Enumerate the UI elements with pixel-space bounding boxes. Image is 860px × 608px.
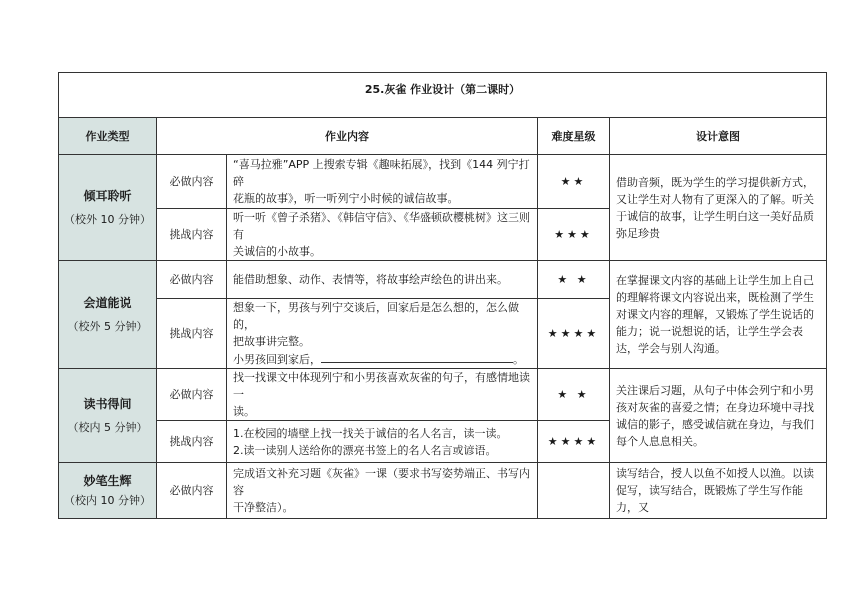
blank-prefix: 小男孩回到家后，	[233, 353, 321, 366]
category-name: 倾耳聆听	[83, 188, 132, 203]
difficulty-stars: ★★★★	[538, 421, 610, 463]
content-line: 花瓶的故事》，听一听列宁小时候的诚信故事。	[233, 192, 459, 205]
difficulty-stars: ★★	[538, 155, 610, 209]
category-name: 妙笔生辉	[83, 473, 132, 488]
content-line: 读。	[233, 405, 255, 418]
category-cell	[59, 261, 157, 369]
intent-cell: 读写结合，授人以鱼不如授人以渔。以读促写，读写结合，既锻炼了学生写作能力，又	[610, 463, 827, 519]
header-difficulty: 难度星级	[538, 118, 610, 155]
header-row	[59, 118, 827, 155]
table-row	[59, 261, 827, 299]
content-cell	[227, 421, 538, 463]
content-line: “喜马拉雅”APP 上搜索专辑《趣味拓展》，找到《144 列宁打碎	[233, 158, 530, 188]
header-content: 作业内容	[157, 118, 538, 155]
homework-design-table	[58, 72, 827, 519]
category-name: 会道能说	[83, 295, 132, 310]
intent-cell: 关注课后习题，从句子中体会列宁和小男孩对灰雀的喜爱之情；在身边环境中寻找诚信的影子，感受诚信就在身边，与我们每个人息息相关。	[610, 369, 827, 463]
category-time: （校内 10 分钟）	[64, 493, 151, 507]
category-time: （校内 5 分钟）	[67, 420, 148, 434]
content-line: 干净整洁）。	[233, 501, 294, 514]
table-row	[59, 155, 827, 209]
kind-required: 必做内容	[157, 155, 227, 209]
blank-suffix: 。	[513, 353, 524, 366]
category-time: （校外 5 分钟）	[67, 319, 148, 333]
kind-challenge: 挑战内容	[157, 299, 227, 369]
category-cell	[59, 463, 157, 519]
kind-challenge: 挑战内容	[157, 209, 227, 261]
content-line: 听一听《曾子杀猪》、《韩信守信》、《华盛顿砍樱桃树》这三则有	[233, 211, 530, 241]
content-cell	[227, 261, 538, 299]
kind-required: 必做内容	[157, 463, 227, 519]
difficulty-stars	[538, 463, 610, 519]
category-cell	[59, 369, 157, 463]
content-cell	[227, 299, 538, 369]
kind-challenge: 挑战内容	[157, 421, 227, 463]
category-cell	[59, 155, 157, 261]
difficulty-stars: ★ ★	[538, 369, 610, 421]
category-name: 读书得间	[83, 396, 132, 411]
intent-cell: 在掌握课文内容的基础上让学生加上自己的理解将课文内容说出来，既检测了学生对课文内容的理解，又锻炼了学生说话的能力；说一说想说的话，让学生学会表达，学会与别人沟通。	[610, 261, 827, 369]
difficulty-stars: ★★★★	[538, 299, 610, 369]
table-title-cell	[59, 73, 827, 118]
intent-cell: 借助音频，既为学生的学习提供新方式，又让学生对人物有了更深入的了解。听关于诚信的故事，让学生明白这一美好品质弥足珍贵	[610, 155, 827, 261]
difficulty-stars: ★ ★	[538, 261, 610, 299]
content-line: 能借助想象、动作、表情等，将故事绘声绘色的讲出来。	[233, 273, 508, 286]
content-cell	[227, 209, 538, 261]
table-title: 25.灰雀 作业设计（第二课时）	[364, 83, 521, 96]
content-cell	[227, 463, 538, 519]
content-line: 完成语文补充习题《灰雀》一课（要求书写姿势端正、书写内容	[233, 467, 530, 497]
fill-blank	[321, 350, 513, 363]
category-time: （校外 10 分钟）	[64, 212, 151, 226]
content-line: 想象一下，男孩与列宁交谈后，回家后是怎么想的，怎么做的，	[233, 301, 519, 331]
kind-required: 必做内容	[157, 369, 227, 421]
content-line: 找一找课文中体现列宁和小男孩喜欢灰雀的句子，有感情地读一	[233, 371, 530, 401]
table-row	[59, 463, 827, 519]
content-line-blank	[233, 350, 531, 368]
difficulty-stars: ★★★	[538, 209, 610, 261]
header-intent: 设计意图	[610, 118, 827, 155]
content-cell	[227, 369, 538, 421]
table-row	[59, 369, 827, 421]
content-line: 关诚信的小故事。	[233, 245, 321, 258]
content-line: 2.读一读别人送给你的漂亮书签上的名人名言或谚语。	[233, 443, 497, 457]
kind-required: 必做内容	[157, 261, 227, 299]
header-type: 作业类型	[59, 118, 157, 155]
content-cell	[227, 155, 538, 209]
content-line: 把故事讲完整。	[233, 335, 310, 348]
content-line: 1.在校园的墙壁上找一找关于诚信的名人名言，读一读。	[233, 426, 508, 440]
